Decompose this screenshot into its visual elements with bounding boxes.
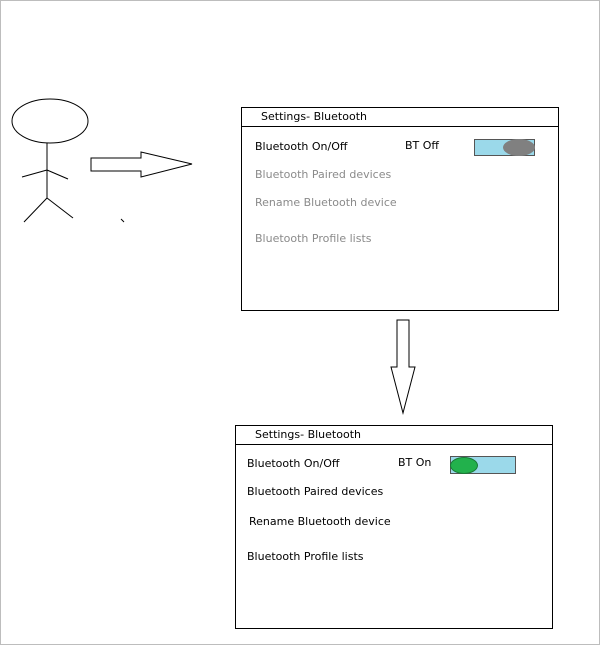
arrow-right-icon [91,152,192,177]
toggle-knob [450,457,478,474]
panel-title-bar [242,108,558,127]
panel-title: Settings- Bluetooth [255,428,361,441]
bluetooth-profile-lists-item: Bluetooth Profile lists [255,232,372,245]
bluetooth-paired-devices-item: Bluetooth Paired devices [255,168,392,181]
bluetooth-toggle-switch[interactable] [474,139,535,156]
rename-bluetooth-device-item: Rename Bluetooth device [255,196,397,209]
bluetooth-paired-devices-item[interactable]: Bluetooth Paired devices [247,485,384,498]
settings-panel-bt-on [235,425,553,629]
bt-status-text: BT Off [405,139,439,152]
toggle-knob [503,139,535,156]
settings-panel-bt-off [241,107,559,311]
bluetooth-onoff-label: Bluetooth On/Off [247,457,340,470]
bluetooth-onoff-label: Bluetooth On/Off [255,140,348,153]
arrow-down-icon [391,320,415,413]
bluetooth-toggle-switch[interactable] [450,456,516,474]
panel-title-bar [236,426,552,445]
bt-status-text: BT On [398,456,432,469]
panel-title: Settings- Bluetooth [261,110,367,123]
rename-bluetooth-device-item[interactable]: Rename Bluetooth device [249,515,391,528]
bluetooth-profile-lists-item[interactable]: Bluetooth Profile lists [247,550,364,563]
